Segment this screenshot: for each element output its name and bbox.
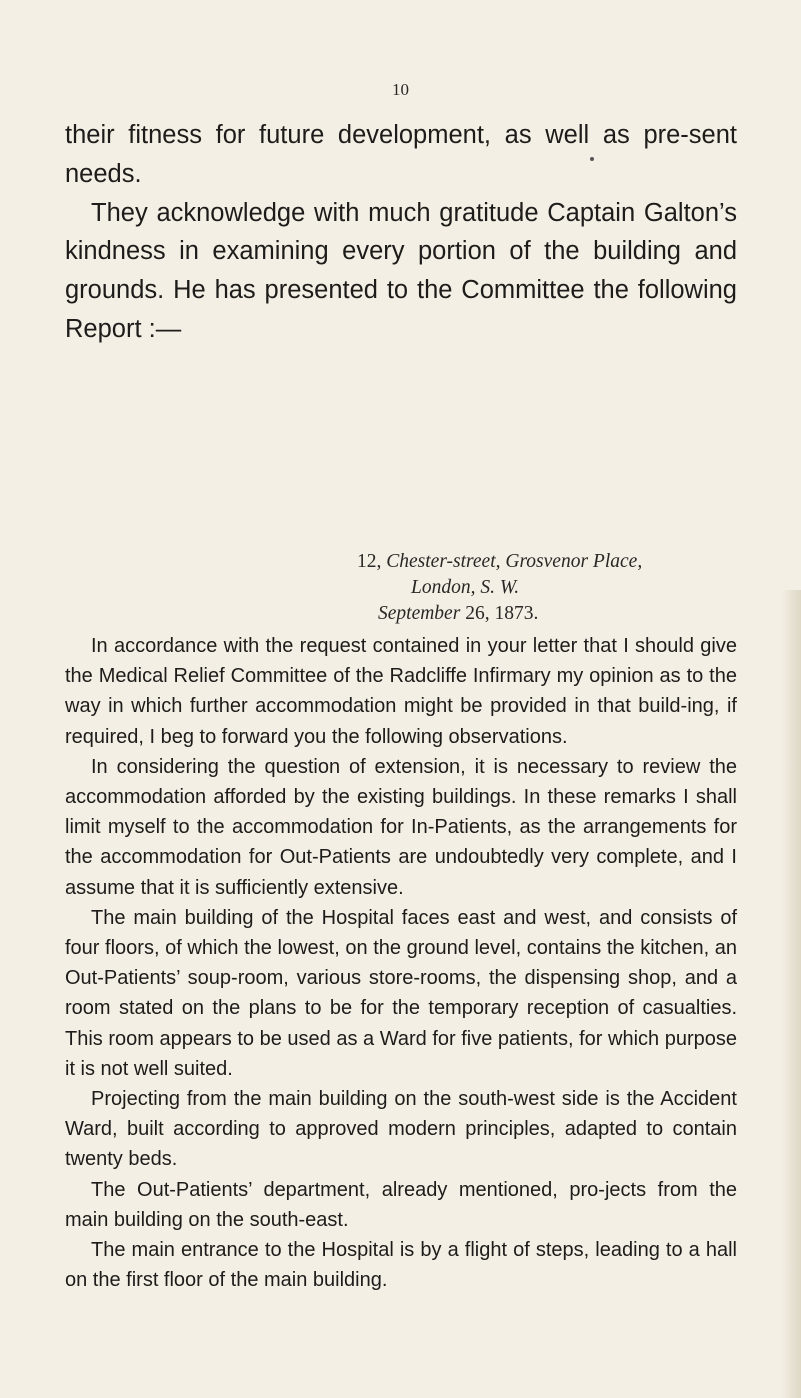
report-paragraph-2: In considering the question of extension, it is necessary to review the accommodation afforded by the existing buildings. In these remarks I shall limit myself to the accommodation for In-Patients, as the arrangements for the accommodation for Out-Patients are undoubtedly very complete, and I assume that it is sufficiently extensive. bbox=[65, 755, 737, 899]
report-paragraph-1: In accordance with the request contained in your letter that I should give the Medical Relief Committee of the Radcliffe Infirmary my opinion as to the way in which further accommodation might be provided in that build-ing, if required, I beg to forward you the following observations. bbox=[65, 635, 737, 748]
report-paragraph-5: The Out-Patients’ department, already mentioned, pro-jects from the main building on the south-east. bbox=[65, 1178, 737, 1231]
report-body bbox=[65, 631, 737, 1295]
address-date-day-year: 26, 1873. bbox=[465, 603, 539, 624]
page-edge-shadow bbox=[781, 590, 801, 1398]
page-number: 10 bbox=[392, 80, 409, 99]
address-line-street bbox=[357, 549, 700, 575]
address-street: Chester-street, Grosvenor Place, bbox=[386, 551, 643, 572]
report-paragraph-6: The main entrance to the Hospital is by a flight of steps, leading to a hall on the first floor of the main building. bbox=[65, 1239, 737, 1292]
report-address-block bbox=[240, 549, 700, 627]
report-paragraph-4: Projecting from the main building on the south-west side is the Accident Ward, built according to approved modern principles, adapted to contain twenty beds. bbox=[65, 1088, 737, 1171]
address-line-date bbox=[378, 601, 700, 627]
address-city: London, S. W. bbox=[411, 577, 520, 598]
intro-paragraph-2: They acknowledge with much gratitude Captain Galton’s kindness in examining every portion of the building and grounds. He has presented to the Committee the following Report :— bbox=[65, 198, 737, 343]
intro-text bbox=[65, 116, 737, 349]
address-date-month: September bbox=[378, 603, 461, 624]
address-number: 12, bbox=[357, 551, 382, 572]
address-line-city bbox=[411, 575, 700, 601]
intro-paragraph-1: their fitness for future development, as well as pre-sent needs. bbox=[65, 121, 737, 188]
report-paragraph-3: The main building of the Hospital faces east and west, and consists of four floors, of which the lowest, on the ground level, contains the kitchen, an Out-Patients’ soup-room, various store-rooms, the dispensing shop, and a room stated on the plans to be for the temporary reception of casualties. This room appears to be used as a Ward for five patients, for which purpose it is not well suited. bbox=[65, 906, 737, 1080]
